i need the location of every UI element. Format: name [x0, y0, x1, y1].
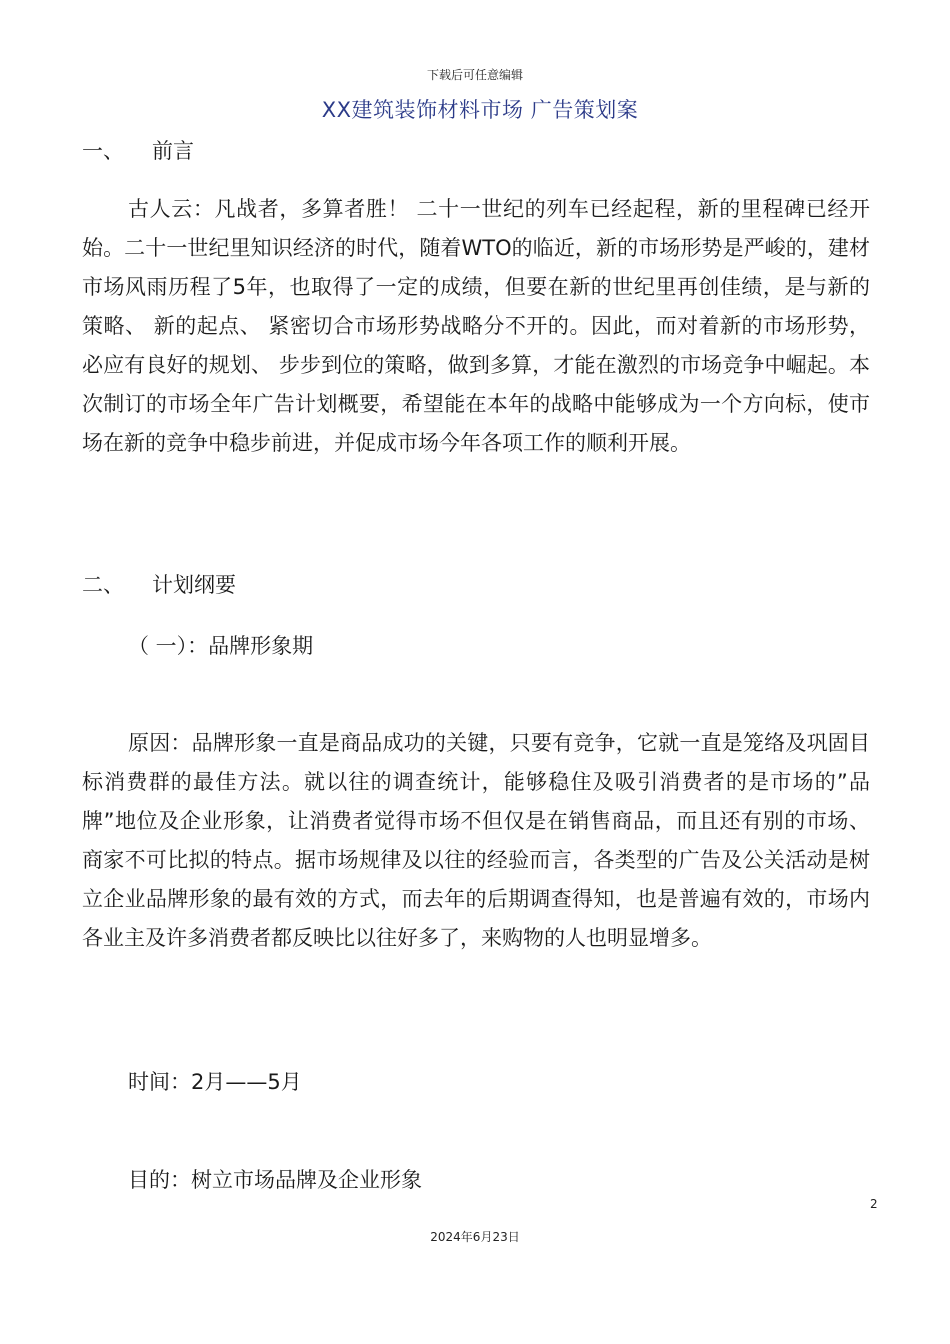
document-title: XX建筑装饰材料市场 广告策划案	[321, 98, 639, 122]
preface-paragraph: 古人云：凡战者，多算者胜！ 二十一世纪的列车已经起程，新的里程碑已经开始。二十一世纪里知识经济的时代，随着WTO的临近，新的市场形势是严峻的，建材市场风雨历程了5年，也取得了一定的成绩，但要在新的世纪里再创佳绩，是与新的策略、 新的起点、 紧密切合市场形势战略分不开的。因此，而对着新的市场形势，必应有良好的规划、 步步到位的策略，做到多算，才能在激烈的市场竞争中崛起。本次制订的市场全年广告计划概要，希望能在本年的战略中能够成为一个方向标，使市场在新的竞争中稳步前进，并促成市场今年各项工作的顺利开展。	[82, 197, 870, 455]
subsection-heading: （ 一）：品牌形象期	[128, 634, 314, 658]
header-note: 下载后可任意编辑	[426, 68, 523, 82]
purpose-line: 目的：树立市场品牌及企业形象	[128, 1168, 422, 1192]
section-title: 前言	[152, 139, 194, 163]
reason-paragraph: 原因：品牌形象一直是商品成功的关键，只要有竞争，它就一直是笼络及巩固目标消费群的最佳方法。就以往的调查统计，能够稳住及吸引消费者的是市场的”品牌”地位及企业形象，让消费者觉得市场不但仅是在销售商品，而且还有别的市场、 商家不可比拟的特点。据市场规律及以往的经验而言，各类型的广告及公关活动是树立企业品牌形象的最有效的方式，而去年的后期调查得知，也是普遍有效的，市场内各业主及许多消费者都反映比以往好多了，来购物的人也明显增多。	[82, 731, 870, 950]
page-number: 2	[870, 1197, 878, 1211]
section-number: 二、	[82, 573, 124, 597]
section-heading-plan-outline	[82, 569, 236, 599]
footer-date: 2024年6月23日	[430, 1230, 520, 1244]
section-heading-preface	[82, 135, 194, 165]
section-number: 一、	[82, 139, 124, 163]
section-title: 计划纲要	[152, 573, 236, 597]
time-line: 时间：2月——5月	[128, 1070, 302, 1094]
